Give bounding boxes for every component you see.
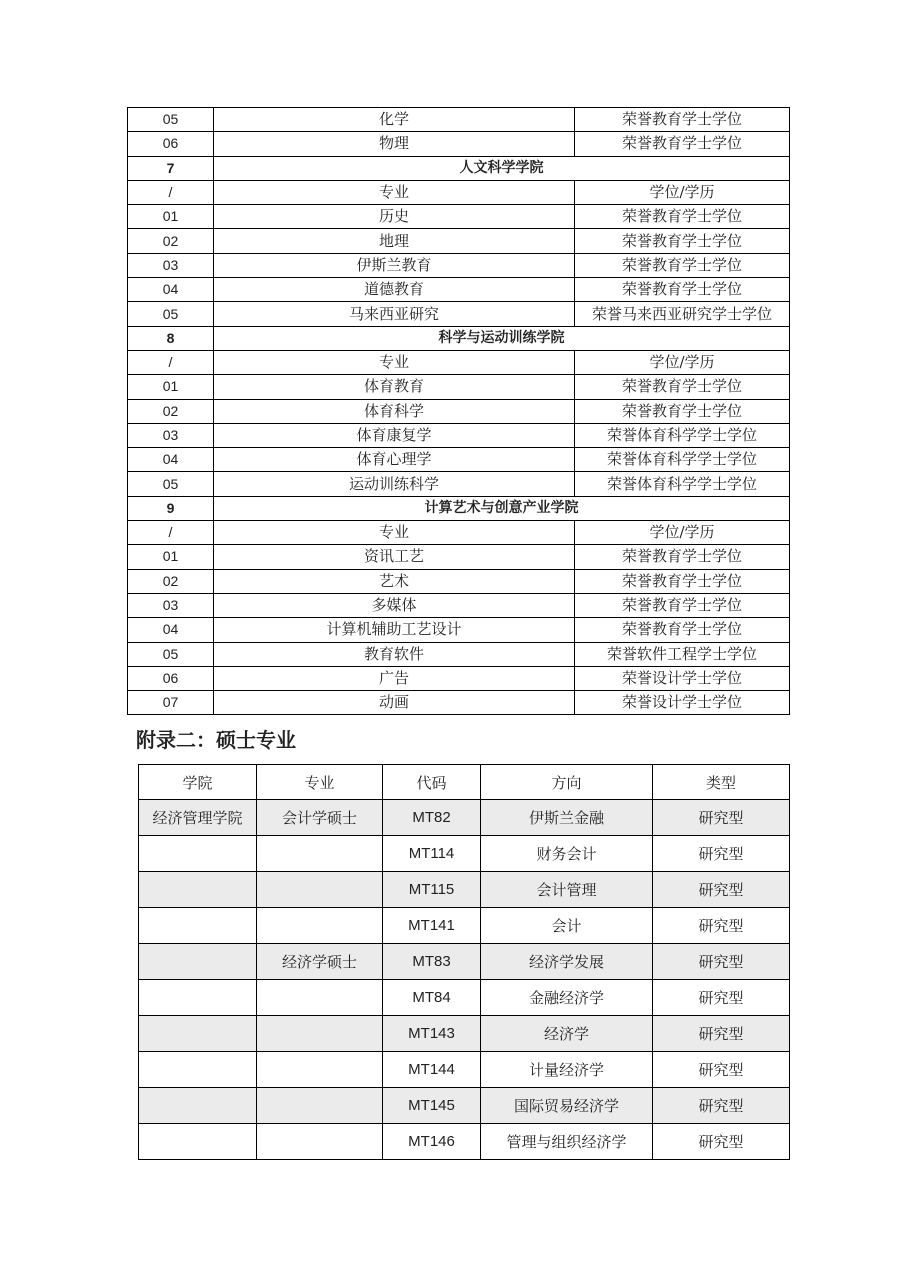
table-row [128,229,790,253]
code-cell: MT145 [383,1088,481,1124]
major-cell [257,836,383,872]
major-name: 体育心理学 [214,448,575,472]
direction-cell: 经济学 [481,1016,653,1052]
college-cell: 经济管理学院 [139,800,257,836]
direction-cell: 会计 [481,908,653,944]
row-number: 03 [128,253,214,277]
row-number: 02 [128,399,214,423]
table-row [128,618,790,642]
major-name: 马来西亚研究 [214,302,575,326]
college-cell [139,836,257,872]
row-number: / [128,180,214,204]
major-name: 体育康复学 [214,423,575,447]
major-name: 专业 [214,350,575,374]
major-cell [257,872,383,908]
major-cell: 会计学硕士 [257,800,383,836]
code-cell: MT114 [383,836,481,872]
direction-cell: 国际贸易经济学 [481,1088,653,1124]
row-number: 06 [128,132,214,156]
college-number: 9 [128,496,214,520]
direction-cell: 经济学发展 [481,944,653,980]
code-cell: MT84 [383,980,481,1016]
major-cell [257,1052,383,1088]
table-row [128,205,790,229]
row-number: 06 [128,666,214,690]
row-number: 02 [128,229,214,253]
major-name: 伊斯兰教育 [214,253,575,277]
row-number: / [128,350,214,374]
table-row [139,800,790,836]
row-number: 03 [128,593,214,617]
major-name: 化学 [214,108,575,132]
table-row [139,836,790,872]
column-header-direction: 方向 [481,765,653,800]
degree-name: 荣誉教育学士学位 [575,399,790,423]
major-cell [257,1088,383,1124]
code-cell: MT144 [383,1052,481,1088]
major-cell [257,980,383,1016]
table-row [128,253,790,277]
table-row [128,108,790,132]
column-header-type: 类型 [653,765,790,800]
major-name: 专业 [214,180,575,204]
type-cell: 研究型 [653,944,790,980]
college-cell [139,944,257,980]
degree-name: 荣誉体育科学学士学位 [575,448,790,472]
type-cell: 研究型 [653,1052,790,1088]
row-number: 05 [128,642,214,666]
college-cell [139,908,257,944]
college-cell [139,1088,257,1124]
degree-name: 荣誉教育学士学位 [575,205,790,229]
row-number: 07 [128,691,214,715]
table-row [128,423,790,447]
college-name: 科学与运动训练学院 [214,326,790,350]
major-name: 教育软件 [214,642,575,666]
row-number: 05 [128,108,214,132]
table-row [139,908,790,944]
college-group-row [128,496,790,520]
major-name: 专业 [214,521,575,545]
column-header-major: 专业 [257,765,383,800]
major-name: 道德教育 [214,278,575,302]
type-cell: 研究型 [653,836,790,872]
major-name: 动画 [214,691,575,715]
degree-name: 荣誉马来西亚研究学士学位 [575,302,790,326]
degree-name: 荣誉体育科学学士学位 [575,472,790,496]
college-cell [139,1016,257,1052]
table-row [128,691,790,715]
code-cell: MT83 [383,944,481,980]
major-name: 广告 [214,666,575,690]
masters-table-header-row [139,765,790,800]
degree-name: 荣誉教育学士学位 [575,108,790,132]
row-number: 01 [128,205,214,229]
table-row [128,545,790,569]
table-row [139,1088,790,1124]
row-number: 04 [128,618,214,642]
table-row [128,472,790,496]
college-group-row [128,156,790,180]
direction-cell: 伊斯兰金融 [481,800,653,836]
table-row [128,448,790,472]
row-number: / [128,521,214,545]
table-row [128,375,790,399]
major-cell [257,1016,383,1052]
appendix-heading: 附录二：硕士专业 [136,728,296,752]
major-name: 历史 [214,205,575,229]
column-header-code: 代码 [383,765,481,800]
code-cell: MT115 [383,872,481,908]
direction-cell: 会计管理 [481,872,653,908]
code-cell: MT143 [383,1016,481,1052]
degree-name: 学位/学历 [575,180,790,204]
degree-name: 学位/学历 [575,521,790,545]
major-name: 运动训练科学 [214,472,575,496]
code-cell: MT146 [383,1124,481,1160]
degree-name: 荣誉教育学士学位 [575,618,790,642]
degree-name: 荣誉教育学士学位 [575,593,790,617]
undergraduate-majors-table-body [128,108,790,715]
college-cell [139,1052,257,1088]
undergraduate-majors-table [127,107,790,715]
degree-name: 学位/学历 [575,350,790,374]
direction-cell: 管理与组织经济学 [481,1124,653,1160]
major-name: 体育科学 [214,399,575,423]
college-cell [139,1124,257,1160]
code-cell: MT82 [383,800,481,836]
table-row [139,1124,790,1160]
major-cell [257,1124,383,1160]
major-name: 资讯工艺 [214,545,575,569]
degree-name: 荣誉教育学士学位 [575,253,790,277]
table-row [139,872,790,908]
direction-cell: 计量经济学 [481,1052,653,1088]
direction-cell: 金融经济学 [481,980,653,1016]
table-row [128,399,790,423]
table-row [128,569,790,593]
column-header-row [128,350,790,374]
degree-name: 荣誉教育学士学位 [575,278,790,302]
column-header-college: 学院 [139,765,257,800]
college-group-row [128,326,790,350]
major-name: 物理 [214,132,575,156]
table-row [128,593,790,617]
type-cell: 研究型 [653,800,790,836]
college-number: 7 [128,156,214,180]
college-name: 人文科学学院 [214,156,790,180]
type-cell: 研究型 [653,1016,790,1052]
row-number: 02 [128,569,214,593]
major-cell [257,908,383,944]
major-name: 多媒体 [214,593,575,617]
type-cell: 研究型 [653,908,790,944]
degree-name: 荣誉设计学士学位 [575,691,790,715]
masters-majors-table [138,764,790,1160]
type-cell: 研究型 [653,1124,790,1160]
degree-name: 荣誉教育学士学位 [575,132,790,156]
degree-name: 荣誉体育科学学士学位 [575,423,790,447]
table-row [139,944,790,980]
masters-majors-table-body [139,800,790,1160]
major-cell: 经济学硕士 [257,944,383,980]
table-row [128,642,790,666]
code-cell: MT141 [383,908,481,944]
row-number: 04 [128,278,214,302]
college-name: 计算艺术与创意产业学院 [214,496,790,520]
degree-name: 荣誉教育学士学位 [575,229,790,253]
column-header-row [128,180,790,204]
degree-name: 荣誉软件工程学士学位 [575,642,790,666]
degree-name: 荣誉教育学士学位 [575,545,790,569]
table-row [128,302,790,326]
college-cell [139,980,257,1016]
type-cell: 研究型 [653,1088,790,1124]
degree-name: 荣誉设计学士学位 [575,666,790,690]
major-name: 艺术 [214,569,575,593]
table-row [128,666,790,690]
column-header-row [128,521,790,545]
major-name: 地理 [214,229,575,253]
major-name: 计算机辅助工艺设计 [214,618,575,642]
degree-name: 荣誉教育学士学位 [575,569,790,593]
row-number: 01 [128,545,214,569]
table-row [139,980,790,1016]
row-number: 03 [128,423,214,447]
degree-name: 荣誉教育学士学位 [575,375,790,399]
college-number: 8 [128,326,214,350]
table-row [128,278,790,302]
college-cell [139,872,257,908]
row-number: 05 [128,302,214,326]
row-number: 05 [128,472,214,496]
type-cell: 研究型 [653,980,790,1016]
row-number: 01 [128,375,214,399]
major-name: 体育教育 [214,375,575,399]
direction-cell: 财务会计 [481,836,653,872]
type-cell: 研究型 [653,872,790,908]
table-row [139,1016,790,1052]
table-row [139,1052,790,1088]
row-number: 04 [128,448,214,472]
table-row [128,132,790,156]
